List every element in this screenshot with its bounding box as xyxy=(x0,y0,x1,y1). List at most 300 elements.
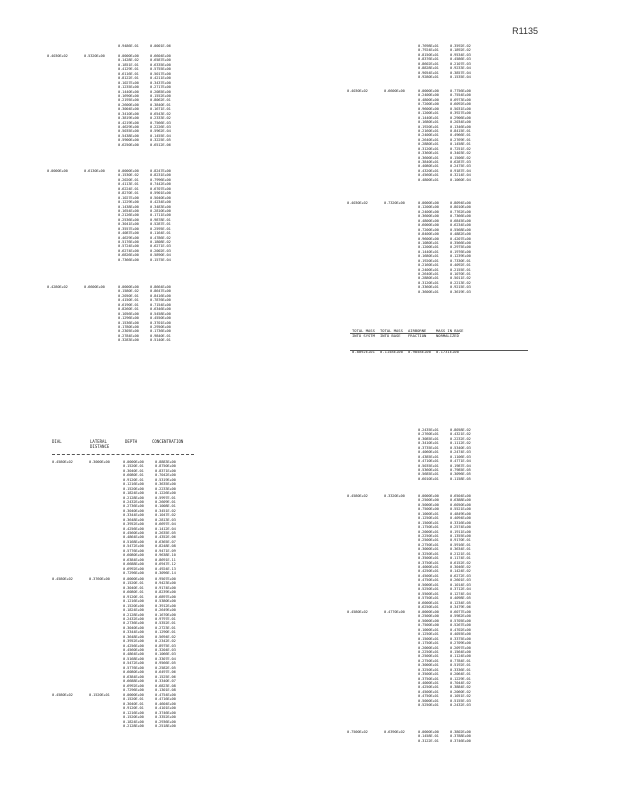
concentration-cell: 0.3375E+00 xyxy=(450,636,471,641)
concentration-cell: 0.8664E+00 xyxy=(150,285,171,289)
lateral-cell xyxy=(84,258,118,262)
concentration-cell: 0.3788E+00 xyxy=(450,734,471,739)
depth-cell: 0.5900E+00 xyxy=(118,138,139,143)
concentration-cell: 0.1458E-01 xyxy=(450,142,471,147)
depth-cell: 0.1440E+01 xyxy=(418,115,439,120)
dial-cell: 0.4030E+02 xyxy=(347,201,368,205)
concentration-cell: 0.4098E-05 xyxy=(450,596,471,601)
depth-cell: 0.2736E+00 xyxy=(123,621,144,626)
depth-cell: 0.4800E+00 xyxy=(418,97,439,102)
depth-cell: 0.3040E-01 xyxy=(123,468,144,473)
data-group xyxy=(347,730,488,743)
depth-cell: 0.1000E+01 xyxy=(418,511,439,516)
dial-cell: 0.4030E+02 xyxy=(47,54,68,58)
lateral-cell: 0.6130E+00 xyxy=(84,169,105,173)
summary-header: TOTAL MASS INTO BASE xyxy=(380,328,403,338)
depth-cell: 0.3410E+01 xyxy=(418,441,439,446)
concentration-cell: 0.2107E-03 xyxy=(450,61,471,66)
depth-cell: 0.3120E+01 xyxy=(418,280,439,285)
lateral-cell: 0.4770E+00 xyxy=(384,610,405,614)
depth-cell: 0.1200E+00 xyxy=(418,205,439,210)
lateral-cell: 0.3320E+00 xyxy=(384,494,405,498)
depth-cell: 0.9120E-01 xyxy=(123,594,144,599)
depth-cell: 0.1520E-01 xyxy=(123,464,144,469)
depth-cell: 0.5168E+00 xyxy=(123,539,144,544)
depth-cell: 0.0000E+00 xyxy=(418,201,439,205)
concentration-cell: 0.6152E-02 xyxy=(450,560,471,565)
concentration-cell: 0.1987E-04 xyxy=(450,463,471,468)
depth-cell: 0.3344E+00 xyxy=(123,513,144,518)
depth-cell: 0.8400E+00 xyxy=(418,232,439,237)
concentration-cell: 0.4882E+00 xyxy=(450,232,471,237)
concentration-cell: 0.5982E+00 xyxy=(450,614,471,619)
separator-rule xyxy=(350,333,460,334)
concentration-cell: 0.2709E+00 xyxy=(450,641,471,646)
concentration-cell: 0.2085E+00 xyxy=(150,89,171,94)
concentration-cell: 0.3840E-01 xyxy=(150,102,171,107)
concentration-cell: 0.4211E+00 xyxy=(150,76,171,81)
depth-cell: 0.4864E+00 xyxy=(123,535,144,540)
concentration-cell: 0.5755E+00 xyxy=(150,67,171,72)
depth-cell: 0.7200E+00 xyxy=(418,102,439,107)
concentration-cell: 0.4550E+00 xyxy=(150,316,171,321)
concentration-cell: 0.3634E-01 xyxy=(450,547,471,552)
concentration-cell: 0.2518E+00 xyxy=(155,724,176,729)
depth-cell: 0.2760E+01 xyxy=(418,432,439,437)
depth-cell: 0.1520E+00 xyxy=(123,715,144,720)
depth-cell: 0.1027E+00 xyxy=(118,195,139,200)
dial-cell: 0.4580E+02 xyxy=(52,693,73,697)
depth-cell: 0.0000E+00 xyxy=(123,693,144,697)
depth-cell: 0.2128E+00 xyxy=(123,495,144,500)
depth-cell: 0.2195E+00 xyxy=(118,98,139,103)
concentration-cell: 0.5040E+00 xyxy=(150,195,171,200)
concentration-cell: 0.2121E-01 xyxy=(450,551,471,556)
depth-cell: 0.1000E+01 xyxy=(418,627,439,632)
concentration-cell: 0.2609E-01 xyxy=(155,499,176,504)
lateral-cell xyxy=(84,143,118,147)
depth-cell: 0.1440E+00 xyxy=(118,89,139,94)
concentration-cell: 0.8691E-11 xyxy=(155,557,176,562)
depth-cell: 0.6080E+00 xyxy=(123,670,144,675)
depth-cell: 0.1920E+01 xyxy=(418,124,439,129)
summary-value: 0.8092E+01 xyxy=(352,348,375,354)
depth-cell: 0.3600E+00 xyxy=(418,214,439,219)
concentration-cell: 0.1671E-01 xyxy=(150,107,171,112)
depth-cell: 0.3040E-01 xyxy=(123,585,144,590)
concentration-cell: 0.6707E+00 xyxy=(150,186,171,191)
concentration-cell: 0.2906E+00 xyxy=(450,115,471,120)
concentration-cell: 0.5192E-01 xyxy=(450,663,471,668)
concentration-cell: 0.9170E-01 xyxy=(450,538,471,543)
depth-cell: 0.2000E+01 xyxy=(418,529,439,534)
dial-cell: 0.4280E+02 xyxy=(47,285,68,289)
depth-cell: 0.1235E+00 xyxy=(118,85,139,90)
concentration-cell: 0.7876E+00 xyxy=(150,298,171,303)
concentration-cell: 0.4207E+00 xyxy=(450,236,471,241)
concentration-cell: 0.4966E-01 xyxy=(450,133,471,138)
table-row xyxy=(347,739,488,743)
data-group xyxy=(47,54,188,147)
concentration-cell: 0.5997E-01 xyxy=(155,495,176,500)
depth-cell: 0.1680E+01 xyxy=(418,120,439,125)
concentration-cell: 0.3046E-02 xyxy=(450,565,471,569)
concentration-cell: 0.8058E-02 xyxy=(450,428,471,432)
depth-cell: 0.0000E+00 xyxy=(418,610,439,614)
concentration-cell: 0.7996E+00 xyxy=(150,177,171,182)
depth-cell: 0.1438E+00 xyxy=(118,204,139,209)
lateral-cell: 0.6600E+00 xyxy=(84,285,105,289)
table-row xyxy=(347,605,488,609)
depth-cell: 0.6080E+00 xyxy=(123,553,144,558)
concentration-cell: 0.5901E+00 xyxy=(150,191,171,196)
depth-cell: 0.4250E+01 xyxy=(418,569,439,574)
concentration-cell: 0.6346E+00 xyxy=(150,307,171,312)
dial-cell xyxy=(347,290,384,294)
concentration-cell: 0.8975E-03 xyxy=(155,643,176,648)
depth-cell: 0.3122E-01 xyxy=(418,738,439,743)
concentration-cell: 0.5031E+00 xyxy=(450,106,471,111)
depth-cell: 0.7698E+01 xyxy=(418,44,439,48)
depth-cell: 0.5438E+00 xyxy=(118,133,139,138)
concentration-cell: 0.6504E+00 xyxy=(450,494,471,498)
depth-cell: 0.3041E+00 xyxy=(118,222,139,227)
concentration-cell: 0.7330E-01 xyxy=(450,258,471,263)
depth-cell: 0.1500E+01 xyxy=(418,520,439,525)
concentration-cell: 0.7442E+00 xyxy=(150,182,171,187)
depth-cell: 0.6000E+01 xyxy=(418,600,439,605)
depth-cell: 0.6688E+00 xyxy=(123,562,144,567)
data-group xyxy=(347,428,488,481)
data-group xyxy=(47,169,188,262)
depth-cell: 0.5685E+01 xyxy=(418,472,439,477)
depth-cell: 0.1250E+01 xyxy=(418,632,439,637)
concentration-cell: 0.5017E+00 xyxy=(150,71,171,76)
depth-cell: 0.9120E-01 xyxy=(123,706,144,711)
concentration-cell: 0.9471E-09 xyxy=(155,548,176,553)
concentration-cell: 0.9174E+00 xyxy=(155,585,176,590)
concentration-cell: 0.4716E+00 xyxy=(155,697,176,702)
depth-cell: 0.4129E-01 xyxy=(118,67,139,72)
concentration-cell: 0.3479E-06 xyxy=(450,604,471,609)
concentration-cell: 0.6287E-03 xyxy=(450,160,471,164)
depth-cell: 0.4560E+00 xyxy=(123,648,144,652)
depth-cell: 0.2160E+01 xyxy=(418,263,439,268)
concentration-cell: 0.2769E-01 xyxy=(450,137,471,142)
depth-cell: 0.2250E+01 xyxy=(418,649,439,654)
concentration-cell: 0.4055E+00 xyxy=(450,632,471,637)
concentration-cell: 0.8239E+00 xyxy=(155,590,176,595)
concentration-cell: 0.4924E-13 xyxy=(155,566,176,571)
table-row xyxy=(347,477,488,481)
depth-cell: 0.3500E+01 xyxy=(418,672,439,677)
depth-cell: 0.9280E+01 xyxy=(418,75,439,80)
depth-cell: 0.3040E-01 xyxy=(123,701,144,706)
depth-cell: 0.1296E+00 xyxy=(118,316,139,321)
depth-cell: 0.8150E+01 xyxy=(418,52,439,57)
lateral-cell: 0.5320E+00 xyxy=(84,54,105,58)
depth-cell: 0.4750E+01 xyxy=(418,578,439,583)
concentration-cell: 0.1229E-01 xyxy=(450,676,471,681)
depth-cell: 0.4150E-01 xyxy=(118,298,139,303)
concentration-cell: 0.2064E-01 xyxy=(450,672,471,677)
concentration-cell: 0.1455E-04 xyxy=(150,133,171,138)
concentration-cell: 0.1911E+00 xyxy=(450,529,471,534)
concentration-cell: 0.1525E-06 xyxy=(155,674,176,679)
concentration-cell: 0.2595E-01 xyxy=(150,226,171,231)
dial-cell xyxy=(52,724,89,728)
depth-cell: 0.2880E+01 xyxy=(418,142,439,147)
depth-cell: 0.6224E-01 xyxy=(118,186,139,191)
depth-cell: 0.2500E+00 xyxy=(418,498,439,503)
dial-cell: 0.4580E+02 xyxy=(52,460,73,464)
lateral-cell: 0.3760E+00 xyxy=(89,577,110,581)
concentration-cell: 0.6587E+00 xyxy=(150,58,171,63)
depth-cell: 0.1530E-02 xyxy=(118,173,139,178)
concentration-cell: 0.1008E-01 xyxy=(155,504,176,509)
concentration-cell: 0.8247E+00 xyxy=(150,169,171,173)
concentration-cell: 0.2813E-03 xyxy=(155,517,176,522)
depth-cell: 0.8270E-01 xyxy=(118,191,139,196)
table-row xyxy=(52,688,193,692)
depth-cell: 0.4750E+01 xyxy=(418,694,439,699)
dial-cell: 0.7500E+02 xyxy=(347,730,368,734)
depth-cell: 0.3557E+00 xyxy=(118,226,139,231)
data-group xyxy=(347,610,488,708)
depth-cell: 0.1851E-01 xyxy=(118,62,139,67)
depth-cell: 0.2536E+00 xyxy=(118,217,139,222)
concentration-cell: 0.9187E-04 xyxy=(450,168,471,173)
data-group xyxy=(52,693,193,729)
concentration-cell: 0.1412E-04 xyxy=(155,526,176,531)
depth-cell: 0.2500E+00 xyxy=(418,614,439,619)
depth-cell: 0.7500E+00 xyxy=(418,623,439,628)
concentration-cell: 0.4786E-02 xyxy=(150,235,171,240)
depth-cell: 0.5472E+00 xyxy=(123,544,144,549)
concentration-cell: 0.8883E+00 xyxy=(155,460,176,464)
concentration-cell: 0.6365E-07 xyxy=(155,539,176,544)
depth-cell: 0.2000E+01 xyxy=(418,645,439,650)
depth-cell: 0.1428E-02 xyxy=(118,58,139,63)
concentration-cell: 0.3204E-03 xyxy=(155,648,176,652)
concentration-cell: 0.6271E-03 xyxy=(150,244,171,249)
summary-header: AIRBORNE FRACTION xyxy=(408,328,427,338)
depth-cell: 0.4060E+01 xyxy=(418,450,439,455)
concentration-cell: 0.8094E+00 xyxy=(450,201,471,205)
concentration-cell: 0.6897E+00 xyxy=(155,594,176,599)
depth-cell: 0.1200E+01 xyxy=(418,245,439,250)
depth-cell: 0.1520E+00 xyxy=(123,603,144,608)
depth-cell: 0.1500E+01 xyxy=(418,636,439,641)
concentration-cell: 0.4702E+00 xyxy=(450,627,471,632)
depth-cell: 0.5776E+00 xyxy=(123,548,144,553)
depth-cell: 0.5250E+01 xyxy=(418,703,439,708)
summary-value: 0.9858E+00 xyxy=(408,348,431,354)
concentration-cell: 0.6973E+00 xyxy=(450,97,471,102)
depth-cell: 0.3648E+00 xyxy=(123,517,144,522)
depth-cell: 0.3952E+00 xyxy=(123,522,144,527)
concentration-cell: 0.2717E+00 xyxy=(150,85,171,90)
concentration-cell: 0.3701E+00 xyxy=(150,320,171,325)
depth-cell: 0.5000E+01 xyxy=(418,582,439,587)
concentration-cell: 0.6234E+00 xyxy=(450,223,471,228)
concentration-cell: 0.3746E+00 xyxy=(450,738,471,743)
concentration-cell: 0.8750E+00 xyxy=(155,464,176,469)
page-id-label: R1135 xyxy=(512,26,538,36)
concentration-cell: 0.3307E-04 xyxy=(155,656,176,661)
dial-cell xyxy=(347,75,384,79)
concentration-cell: 0.5521E+00 xyxy=(450,507,471,512)
depth-cell: 0.3344E+00 xyxy=(123,630,144,635)
concentration-cell: 0.5340E-03 xyxy=(450,445,471,450)
depth-cell: 0.1680E+01 xyxy=(418,254,439,259)
depth-cell: 0.1750E+01 xyxy=(418,525,439,530)
depth-cell: 0.5176E+00 xyxy=(118,240,139,244)
lateral-cell xyxy=(384,605,418,609)
concentration-cell: 0.7042E+00 xyxy=(155,473,176,478)
concentration-cell: 0.2649E+00 xyxy=(155,608,176,613)
concentration-cell: 0.7762E+00 xyxy=(450,209,471,214)
concentration-cell: 0.6050E+00 xyxy=(450,502,471,507)
depth-cell: 0.0000E+00 xyxy=(123,460,144,464)
depth-cell: 0.3360E+01 xyxy=(418,285,439,290)
depth-cell: 0.4629E+00 xyxy=(118,125,139,129)
depth-cell: 0.4256E+00 xyxy=(123,526,144,531)
depth-cell: 0.2128E+00 xyxy=(123,724,144,729)
depth-cell: 0.7296E+00 xyxy=(123,687,144,692)
lateral-cell xyxy=(384,75,418,79)
depth-cell: 0.2500E+01 xyxy=(418,654,439,659)
depth-cell: 0.2400E+00 xyxy=(418,209,439,214)
depth-cell: 0.7296E+00 xyxy=(123,570,144,575)
concentration-cell: 0.5155E-03 xyxy=(450,698,471,703)
table-row xyxy=(47,143,188,147)
concentration-cell: 0.1158E-05 xyxy=(450,476,471,481)
concentration-cell: 0.3352E+00 xyxy=(155,715,176,720)
depth-cell: 0.1080E+01 xyxy=(418,240,439,245)
concentration-cell: 0.3214E-04 xyxy=(450,173,471,178)
depth-cell: 0.5776E+00 xyxy=(123,665,144,670)
depth-cell: 0.4629E+00 xyxy=(118,235,139,240)
depth-cell: 0.6384E+00 xyxy=(123,674,144,679)
dial-cell xyxy=(347,739,384,743)
concentration-cell: 0.8010E+00 xyxy=(450,205,471,210)
concentration-cell: 0.3619E-03 xyxy=(450,289,471,294)
dial-cell xyxy=(47,143,84,147)
separator-rule xyxy=(350,350,528,351)
lateral-cell: 0.1520E+01 xyxy=(89,693,110,697)
depth-cell: 0.6992E+00 xyxy=(123,566,144,571)
depth-cell: 0.2750E+01 xyxy=(418,658,439,663)
concentration-cell: 0.1070E-01 xyxy=(450,272,471,276)
depth-cell: 0.1536E+00 xyxy=(118,320,139,325)
concentration-cell: 0.1892E-02 xyxy=(450,48,471,53)
depth-cell: 0.4250E+01 xyxy=(418,685,439,690)
depth-cell: 0.4000E+01 xyxy=(418,681,439,685)
depth-cell: 0.1216E+00 xyxy=(123,710,144,715)
concentration-cell: 0.6543E-02 xyxy=(150,111,171,116)
concentration-cell: 0.2233E+00 xyxy=(155,486,176,491)
depth-cell: 0.3819E+00 xyxy=(118,116,139,121)
concentration-cell: 0.7154E+00 xyxy=(150,302,171,307)
concentration-cell: 0.4771E-04 xyxy=(450,459,471,464)
lateral-cell xyxy=(384,703,418,707)
concentration-cell: 0.3592E-02 xyxy=(450,44,471,48)
depth-cell: 0.3250E+01 xyxy=(418,551,439,556)
depth-cell: 0.4219E+00 xyxy=(118,120,139,125)
concentration-cell: 0.9423E+00 xyxy=(155,581,176,586)
depth-cell: 0.4560E+01 xyxy=(418,173,439,178)
concentration-cell: 0.2097E+00 xyxy=(450,645,471,650)
concentration-cell: 0.3483E+00 xyxy=(150,204,171,209)
concentration-cell: 0.4849E+00 xyxy=(450,511,471,516)
concentration-cell: 0.1164E-01 xyxy=(150,231,171,236)
depth-cell: 0.4000E+01 xyxy=(418,565,439,569)
dial-cell xyxy=(52,688,89,692)
concentration-cell: 0.7756E+00 xyxy=(450,89,471,93)
depth-cell: 0.2640E+01 xyxy=(418,272,439,276)
depth-cell: 0.2432E+00 xyxy=(123,616,144,621)
concentration-cell: 0.4092E-01 xyxy=(450,263,471,268)
concentration-cell: 0.3927E+00 xyxy=(450,111,471,116)
depth-cell: 0.3000E+01 xyxy=(418,547,439,552)
depth-cell: 0.2432E+00 xyxy=(123,499,144,504)
concentration-cell: 0.6497E-06 xyxy=(155,670,176,675)
concentration-cell: 0.4234E+00 xyxy=(150,200,171,205)
table-row xyxy=(47,258,188,262)
depth-cell: 0.4385E+01 xyxy=(418,454,439,459)
concentration-cell: 0.1234E-05 xyxy=(450,600,471,605)
depth-cell: 0.8122E-01 xyxy=(118,76,139,81)
concentration-cell: 0.5352E-01 xyxy=(155,621,176,626)
concentration-cell: 0.6823E-08 xyxy=(155,683,176,688)
lateral-cell: 0.6600E+00 xyxy=(384,89,405,93)
lateral-cell xyxy=(384,739,418,743)
concentration-cell: 0.5287E-01 xyxy=(150,222,171,227)
concentration-cell: 0.9878E-01 xyxy=(150,217,171,222)
lateral-cell: 0.6390E+02 xyxy=(384,730,405,734)
depth-cell: 0.5500E+01 xyxy=(418,591,439,596)
depth-cell: 0.3648E+00 xyxy=(123,634,144,639)
depth-cell: 0.9600E+00 xyxy=(418,236,439,241)
table-row xyxy=(52,571,193,575)
concentration-cell: 0.1226E+00 xyxy=(155,491,176,496)
concentration-cell: 0.2936E+00 xyxy=(155,719,176,724)
depth-cell: 0.5250E+01 xyxy=(418,587,439,592)
depth-cell: 0.3250E+01 xyxy=(418,667,439,672)
depth-cell: 0.3360E+01 xyxy=(418,151,439,156)
depth-cell: 0.3040E+00 xyxy=(123,625,144,630)
dial-cell: 0.4030E+02 xyxy=(347,89,368,93)
depth-cell: 0.1824E+00 xyxy=(123,608,144,613)
concentration-cell: 0.2810E+00 xyxy=(150,208,171,213)
concentration-cell: 0.6335E+00 xyxy=(150,62,171,67)
concentration-cell: 0.1535E-04 xyxy=(450,75,471,80)
concentration-cell: 0.6512E-06 xyxy=(150,142,171,147)
depth-cell: 0.5750E+01 xyxy=(418,596,439,601)
concentration-cell: 0.8248E-08 xyxy=(155,544,176,549)
depth-cell: 0.4320E+01 xyxy=(418,168,439,173)
data-group xyxy=(47,44,188,48)
concentration-cell: 0.9534E-03 xyxy=(450,52,471,57)
depth-cell: 0.1520E-01 xyxy=(123,581,144,586)
depth-cell: 0.4500E+01 xyxy=(418,573,439,578)
dial-cell xyxy=(347,477,384,481)
depth-cell: 0.9600E+00 xyxy=(418,106,439,111)
column-header-concentration: CONCENTRATION xyxy=(152,439,184,444)
concentration-cell: 0.5568E+00 xyxy=(450,227,471,232)
concentration-cell: 0.3712E-04 xyxy=(450,587,471,592)
